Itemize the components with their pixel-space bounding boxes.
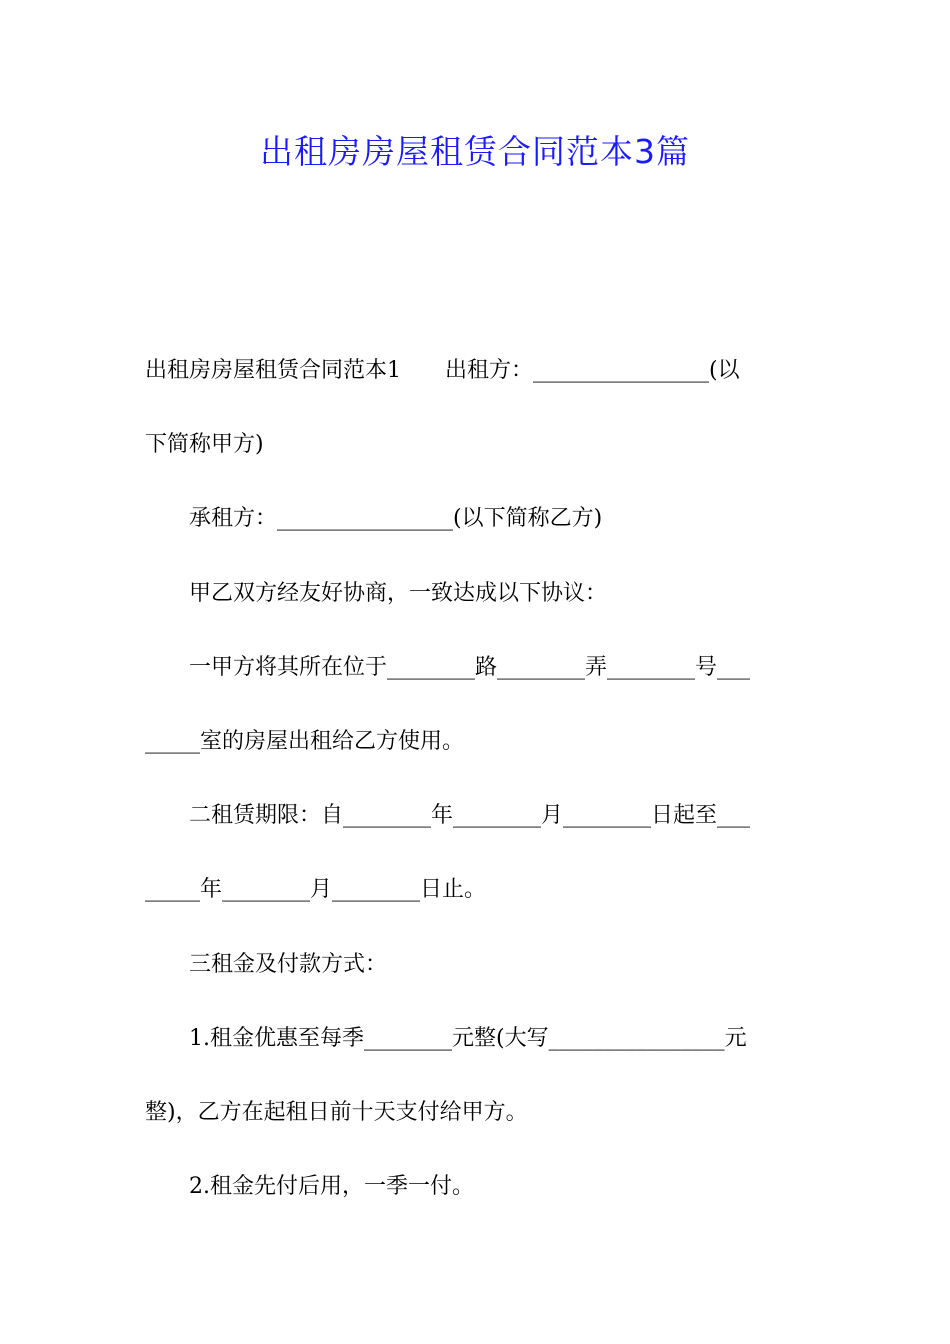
- text-line: 一甲方将其所在位于________路________弄________号___: [145, 654, 751, 680]
- text-line: 三租金及付款方式：: [145, 951, 388, 977]
- text-line: 二租赁期限：自________年________月________日起至___: [145, 803, 751, 829]
- text-line: 2.租金先付后用，一季一付。: [145, 1174, 474, 1200]
- text-line: 1.租金优惠至每季________元整(大写________________元: [145, 1025, 747, 1051]
- text-line: 下简称甲方): [145, 432, 264, 458]
- text-line: 甲乙双方经友好协商，一致达成以下协议：: [145, 580, 608, 606]
- text-line: _____年________月________日止。: [145, 877, 487, 903]
- text-line: _____室的房屋出租给乙方使用。: [145, 729, 465, 755]
- text-line: 出租房房屋租赁合同范本1 出租方：________________(以: [145, 358, 740, 383]
- text-line: 整)，乙方在起租日前十天支付给甲方。: [145, 1100, 528, 1126]
- document-body: [145, 334, 807, 1224]
- document-title: 出租房房屋租赁合同范本3篇: [260, 132, 690, 171]
- text-line: 承租方：________________(以下简称乙方): [145, 506, 603, 532]
